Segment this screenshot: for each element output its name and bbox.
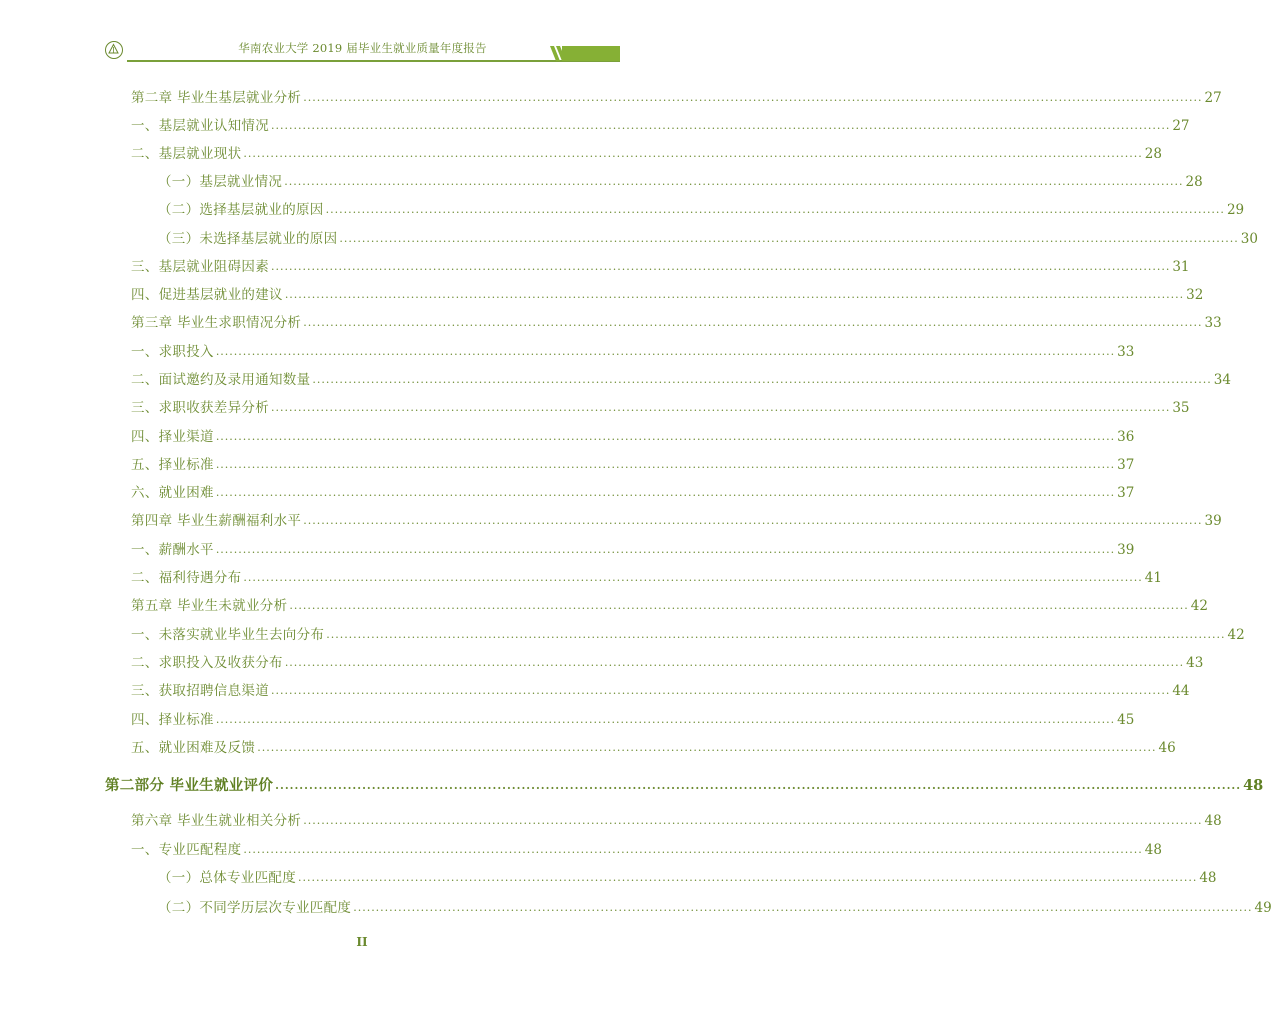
toc-entry[interactable]	[131, 398, 1190, 418]
toc-entry[interactable]	[158, 229, 1258, 249]
toc-entry-label: 一、基层就业认知情况	[131, 118, 269, 134]
toc-entry-label: 一、求职投入	[131, 344, 214, 360]
toc-leader-dots: ........................................................................................................................................................................................................	[271, 119, 1171, 132]
toc-entry-page: 27	[1172, 118, 1190, 134]
toc-entry-page: 39	[1117, 542, 1135, 558]
toc-entry-label: 一、专业匹配程度	[131, 842, 242, 858]
toc-leader-dots: ........................................................................................................................................................................................................	[275, 779, 1242, 792]
toc-entry[interactable]	[131, 625, 1245, 645]
toc-entry-label: 六、就业困难	[131, 485, 214, 501]
toc-entry-page: 48	[1243, 777, 1264, 794]
toc-entry[interactable]	[131, 427, 1135, 447]
toc-entry-label: 一、未落实就业毕业生去向分布	[131, 627, 325, 643]
toc-leader-dots: ........................................................................................................................................................................................................	[289, 599, 1189, 612]
toc-leader-dots: ........................................................................................................................................................................................................	[284, 175, 1184, 188]
toc-entry-page: 34	[1213, 372, 1231, 388]
toc-entry[interactable]	[105, 776, 1264, 796]
toc-entry[interactable]	[131, 88, 1222, 108]
toc-entry-page: 42	[1227, 627, 1245, 643]
toc-entry-page: 37	[1117, 457, 1135, 473]
toc-entry-label: 五、就业困难及反馈	[131, 740, 256, 756]
toc-leader-dots: ........................................................................................................................................................................................................	[215, 430, 1116, 443]
toc-entry[interactable]	[131, 455, 1135, 475]
toc-entry[interactable]	[131, 144, 1162, 164]
toc-leader-dots: ........................................................................................................................................................................................................	[243, 571, 1143, 584]
toc-entry[interactable]	[131, 116, 1190, 136]
toc-entry[interactable]	[131, 483, 1135, 503]
toc-leader-dots: ........................................................................................................................................................................................................	[339, 232, 1239, 245]
toc-entry[interactable]	[131, 540, 1135, 560]
toc-entry-page: 30	[1240, 231, 1258, 247]
toc-entry-label: （三）未选择基层就业的原因	[158, 231, 338, 247]
toc-entry[interactable]	[131, 511, 1222, 531]
toc-entry-page: 43	[1186, 655, 1204, 671]
toc-entry-page: 37	[1117, 485, 1135, 501]
toc-entry-label: 第六章 毕业生就业相关分析	[131, 813, 302, 829]
toc-entry-page: 28	[1185, 174, 1203, 190]
toc-entry-label: （一）总体专业匹配度	[158, 870, 296, 886]
toc-entry-label: 第五章 毕业生未就业分析	[131, 598, 288, 614]
toc-entry[interactable]	[131, 681, 1190, 701]
toc-leader-dots: ........................................................................................................................................................................................................	[303, 316, 1203, 329]
toc-entry[interactable]	[131, 738, 1176, 758]
toc-entry-label: 三、基层就业阻碍因素	[131, 259, 269, 275]
toc-entry[interactable]	[158, 172, 1203, 192]
toc-leader-dots: ........................................................................................................................................................................................................	[312, 373, 1212, 386]
toc-entry[interactable]	[131, 710, 1135, 730]
toc-leader-dots: ........................................................................................................................................................................................................	[271, 401, 1171, 414]
toc-entry[interactable]	[131, 596, 1208, 616]
toc-entry-label: （一）基层就业情况	[158, 174, 283, 190]
page-number: II	[356, 935, 368, 949]
toc-entry-label: 一、薪酬水平	[131, 542, 214, 558]
toc-entry-page: 36	[1117, 429, 1135, 445]
toc-entry-label: 四、促进基层就业的建议	[131, 287, 283, 303]
toc-entry-page: 46	[1158, 740, 1176, 756]
toc-entry[interactable]	[158, 898, 1272, 918]
toc-entry-page: 48	[1144, 842, 1162, 858]
toc-leader-dots: ........................................................................................................................................................................................................	[271, 684, 1171, 697]
toc-entry-label: 第四章 毕业生薪酬福利水平	[131, 513, 302, 529]
toc-entry[interactable]	[131, 342, 1135, 362]
toc-entry-label: 二、福利待遇分布	[131, 570, 242, 586]
toc-leader-dots: ........................................................................................................................................................................................................	[215, 543, 1116, 556]
toc-entry-label: 二、求职投入及收获分布	[131, 655, 283, 671]
toc-leader-dots: ........................................................................................................................................................................................................	[303, 91, 1203, 104]
header-accent-block	[562, 46, 620, 61]
toc-entry-label: 二、基层就业现状	[131, 146, 242, 162]
toc-entry[interactable]	[131, 568, 1162, 588]
toc-entry-label: （二）不同学历层次专业匹配度	[158, 900, 352, 916]
toc-entry-label: 第二部分 毕业生就业评价	[105, 777, 274, 794]
toc-entry-label: 第三章 毕业生求职情况分析	[131, 315, 302, 331]
toc-entry-page: 28	[1144, 146, 1162, 162]
toc-entry-page: 44	[1172, 683, 1190, 699]
toc-entry-label: 二、面试邀约及录用通知数量	[131, 372, 311, 388]
toc-leader-dots: ........................................................................................................................................................................................................	[243, 843, 1143, 856]
toc-entry-page: 48	[1204, 813, 1222, 829]
toc-leader-dots: ........................................................................................................................................................................................................	[284, 288, 1185, 301]
toc-entry-label: 四、择业标准	[131, 712, 214, 728]
toc-leader-dots: ........................................................................................................................................................................................................	[353, 901, 1253, 914]
toc-entry-page: 39	[1204, 513, 1222, 529]
toc-entry-label: 四、择业渠道	[131, 429, 214, 445]
toc-entry-page: 41	[1144, 570, 1162, 586]
toc-entry[interactable]	[131, 840, 1162, 860]
toc-entry[interactable]	[131, 285, 1204, 305]
toc-leader-dots: ........................................................................................................................................................................................................	[326, 628, 1226, 641]
toc-entry-page: 29	[1226, 202, 1245, 218]
toc-entry-label: 第二章 毕业生基层就业分析	[131, 90, 302, 106]
toc-leader-dots: ........................................................................................................................................................................................................	[215, 713, 1116, 726]
toc-leader-dots: ........................................................................................................................................................................................................	[215, 458, 1116, 471]
toc-leader-dots: ........................................................................................................................................................................................................	[215, 345, 1116, 358]
toc-entry[interactable]	[131, 257, 1190, 277]
toc-entry-label: 五、择业标准	[131, 457, 214, 473]
toc-entry-page: 33	[1117, 344, 1135, 360]
toc-entry-page: 35	[1172, 400, 1190, 416]
toc-leader-dots: ........................................................................................................................................................................................................	[243, 147, 1143, 160]
toc-entry-page: 27	[1204, 90, 1222, 106]
toc-entry[interactable]	[158, 868, 1217, 888]
header-title: 华南农业大学 2019 届毕业生就业质量年度报告	[238, 41, 487, 55]
toc-entry[interactable]	[131, 370, 1231, 390]
toc-entry-page: 31	[1172, 259, 1190, 275]
header-rule	[127, 60, 620, 62]
toc-leader-dots: ........................................................................................................................................................................................................	[284, 656, 1185, 669]
toc-leader-dots: ........................................................................................................................................................................................................	[271, 260, 1171, 273]
toc-entry[interactable]	[131, 811, 1222, 831]
toc-entry[interactable]	[158, 200, 1245, 220]
toc-leader-dots: ........................................................................................................................................................................................................	[303, 814, 1203, 827]
toc-entry-label: 三、获取招聘信息渠道	[131, 683, 269, 699]
toc-leader-dots: ........................................................................................................................................................................................................	[303, 514, 1203, 527]
toc-entry[interactable]	[131, 313, 1222, 333]
toc-entry-page: 45	[1117, 712, 1135, 728]
toc-entry-page: 48	[1199, 870, 1217, 886]
toc-entry-page: 49	[1254, 900, 1272, 916]
toc-entry-page: 33	[1204, 315, 1222, 331]
toc-leader-dots: ........................................................................................................................................................................................................	[257, 741, 1157, 754]
page-header	[105, 38, 620, 64]
toc-leader-dots: ........................................................................................................................................................................................................	[215, 486, 1116, 499]
toc-entry-label: 三、求职收获差异分析	[131, 400, 269, 416]
toc-entry[interactable]	[131, 653, 1204, 673]
toc-entry-label: （二）选择基层就业的原因	[158, 202, 324, 218]
toc-leader-dots: ........................................................................................................................................................................................................	[298, 871, 1198, 884]
toc-entry-page: 42	[1190, 598, 1208, 614]
toc-entry-page: 32	[1186, 287, 1204, 303]
toc-leader-dots: ........................................................................................................................................................................................................	[325, 203, 1225, 216]
